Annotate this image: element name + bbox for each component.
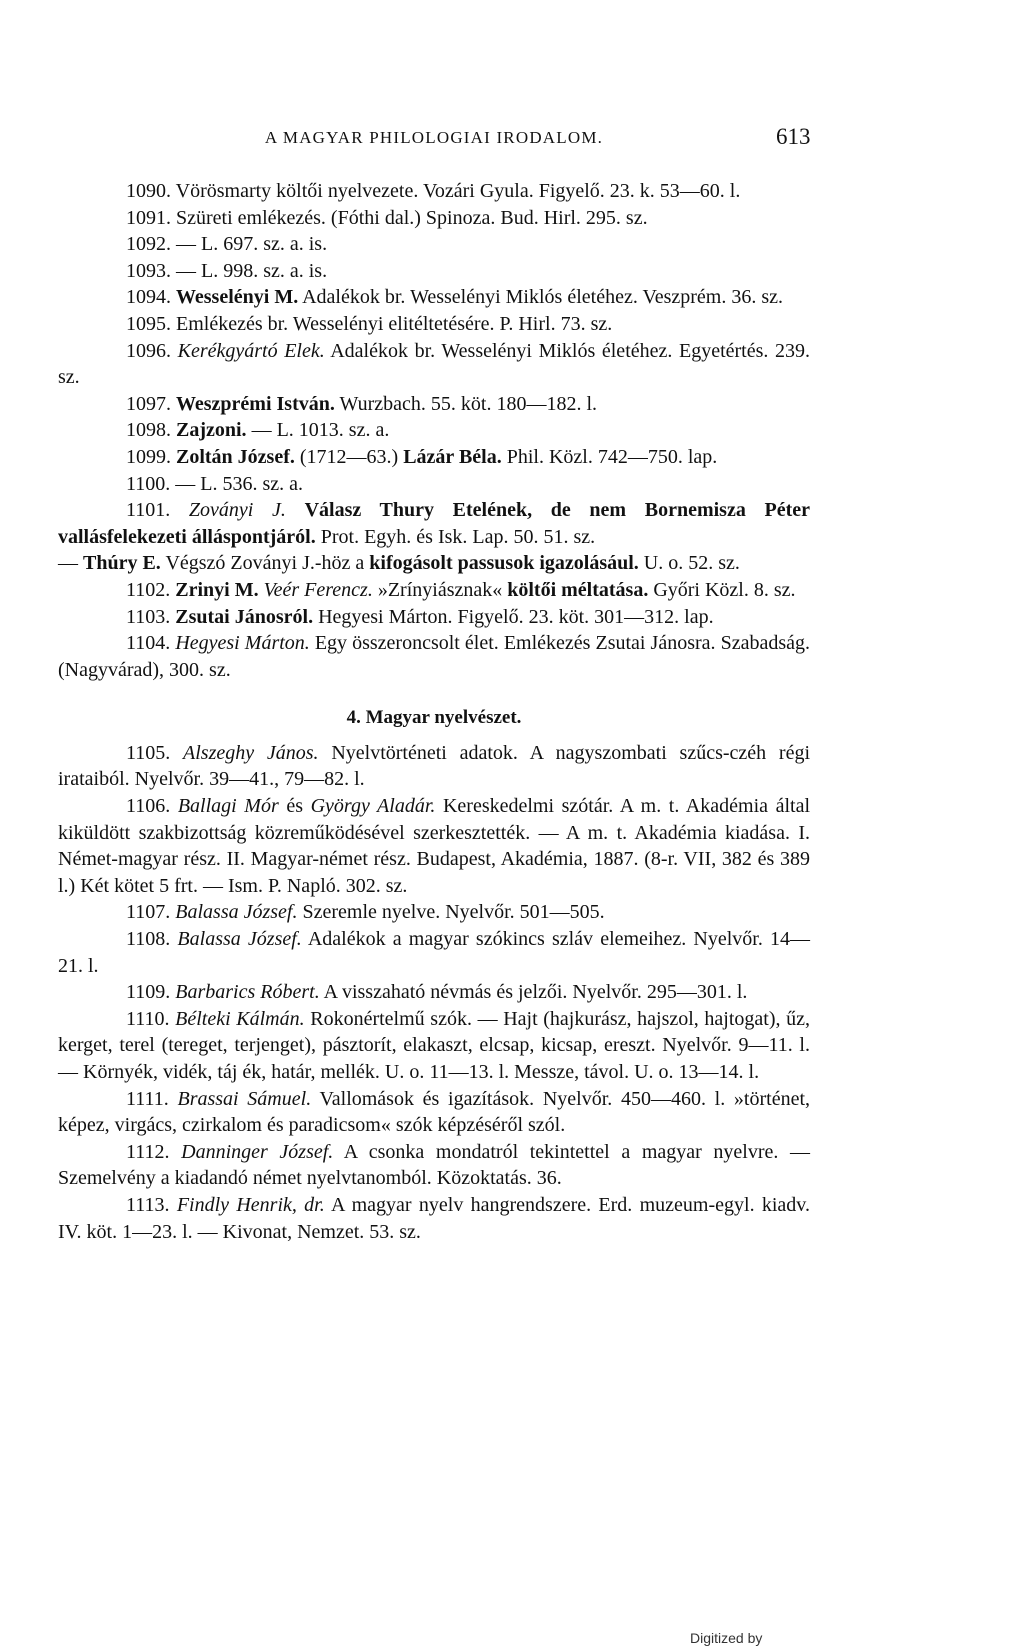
bibliography-entry <box>58 284 810 311</box>
entry-text: és <box>278 795 311 818</box>
entry-text: A csonka mondatról tekintettel a magyar nyelvre. — Szemelvény a kiadandó német nyelvtanomból. Közoktatás. 36. <box>58 1140 810 1190</box>
bibliography-entry <box>58 550 810 577</box>
entry-text: — <box>58 552 83 575</box>
italic-text: Alszeghy János. <box>183 741 319 764</box>
entry-text: 1093. — L. 998. sz. a. is. <box>126 259 328 282</box>
entry-text: Kereskedelmi szótár. A m. t. Akadémia által kiküldött szakbizottság közreműködésével szerkesztették. — A m. t. Akadémia kiadása. I. Német-magyar rész. II. Magyar-német rész. Budapest, Akadémia, 1887. (8-r. VII, 382 és 389 l.) Két kötet 5 frt. — Ism. P. Napló. 302. sz. <box>58 795 811 897</box>
entry-text: 1094. <box>126 286 176 309</box>
bibliography-entry <box>58 899 810 926</box>
digitized-watermark: Digitized by <box>690 1630 763 1646</box>
bold-text: Zajzoni. <box>176 419 247 442</box>
entry-text: Prot. Egyh. és Isk. Lap. 50. 51. sz. <box>315 525 596 548</box>
entry-text: Végszó Zoványi J.-höz a <box>160 552 370 575</box>
bibliography-entry <box>58 926 810 979</box>
italic-text: Balassa József. <box>177 928 302 951</box>
italic-text: Danninger József. <box>181 1140 334 1163</box>
italic-text: Ballagi Mór <box>177 795 279 818</box>
entry-text: 1104. <box>126 632 176 655</box>
entry-text: 1097. <box>126 392 176 415</box>
entry-text: 1101. <box>126 499 189 522</box>
italic-text: Findly Henrik, dr. <box>176 1193 325 1216</box>
bold-text: Lázár Béla. <box>403 445 502 468</box>
entry-text: 1112. <box>126 1140 182 1163</box>
entry-text: 1098. <box>126 419 176 442</box>
bibliography-entry <box>58 497 810 550</box>
bold-text: Válasz Thury Etelének, de nem Bornemisza Péter vallásfelekezeti álláspontjáról. <box>58 499 811 548</box>
entry-text: 1111. <box>126 1087 178 1110</box>
entry-text: 1090. <box>126 180 176 202</box>
bold-text: Wesselényi M. <box>176 286 299 309</box>
bibliography-entry <box>58 1086 810 1139</box>
entry-text: 1092. — L. 697. sz. a. is. <box>126 233 328 256</box>
bibliography-entry <box>58 444 810 471</box>
entry-text: Wurzbach. 55. köt. 180—182. l. <box>334 392 598 415</box>
italic-text: Veér Ferencz. <box>263 578 373 601</box>
entry-text: Szeremle nyelve. Nyelvőr. 501—505. <box>297 901 605 924</box>
italic-text: Zoványi J. <box>188 499 286 522</box>
bibliography-entry <box>58 979 810 1006</box>
bold-text: Weszprémi István. <box>176 392 335 415</box>
entry-text <box>286 499 305 521</box>
entry-text: 1103. <box>126 605 176 628</box>
italic-text: Balassa József. <box>175 901 298 924</box>
bibliography-entry <box>58 740 810 793</box>
bibliography-entry <box>58 577 810 604</box>
entry-text: Vörösmarty költői nyelvezete. Vozári Gyula. Figyelő. 23. k. 53—60. l. <box>175 180 741 202</box>
entry-text: Adalékok br. Wesselényi Miklós életéhez. Egyetértés. 239. sz. <box>58 339 810 389</box>
entry-text: Phil. Közl. 742—750. lap. <box>501 445 718 468</box>
italic-text: Bélteki Kálmán. <box>175 1007 305 1030</box>
entry-text: 1107. <box>126 901 176 924</box>
bibliography-entry <box>58 793 810 899</box>
entry-text: A visszaható névmás és jelzői. Nyelvőr. 295—301. l. <box>319 981 748 1004</box>
entry-text: Adalékok br. Wesselényi Miklós életéhez. Veszprém. 36. sz. <box>298 286 783 309</box>
italic-text: Kerékgyártó Elek. <box>177 339 325 362</box>
entry-text: 1110. <box>126 1007 176 1030</box>
entry-text: (1712—63.) <box>294 445 404 468</box>
bibliography-entry <box>58 1192 810 1245</box>
entry-text: Adalékok a magyar szókincs szláv elemeihez. Nyelvőr. 14—21. l. <box>58 928 810 977</box>
entry-text: U. o. 52. sz. <box>638 552 740 575</box>
entry-text: 1105. <box>126 741 184 764</box>
bibliography-entry <box>58 258 810 285</box>
bibliography-entry <box>58 604 810 631</box>
bibliography-entry <box>58 630 810 683</box>
bibliography-entry <box>58 178 810 205</box>
entry-text: Egy összeroncsolt élet. Emlékezés Zsutai Jánosra. Szabadság. (Nagyvárad), 300. sz. <box>58 632 810 681</box>
entry-text: Vallomások és igazítások. Nyelvőr. 450—460. l. »történet, képez, virgács, czirkalom és paradicsom« szók képzéséről szól. <box>58 1087 810 1137</box>
entry-text: Nyelvtörténeti adatok. A nagyszombati szűcs-czéh régi irataiból. Nyelvőr. 39—41., 79—82. l. <box>58 741 810 791</box>
section-heading <box>58 705 810 732</box>
entry-text: Hegyesi Márton. Figyelő. 23. köt. 301—312. lap. <box>313 605 714 628</box>
entry-text: 1113. <box>126 1193 177 1216</box>
entry-text: Rokonértelmű szók. — Hajt (hajkurász, hajszol, hajtogat), űz, kerget, terel (tereget, terjenget), pásztorít, elakaszt, elcsap, kicsap, ereszt. Nyelvőr. 9—11. l. — Környék, vidék, táj ék, határ, mellék. U. o. 11—13. l. Messze, távol. U. o. 13—14. l. <box>58 1007 811 1083</box>
bold-text: Zrinyi M. <box>175 578 259 601</box>
entry-text: 1100. — L. 536. sz. a. <box>126 472 304 495</box>
entry-text: 1096. <box>126 339 178 362</box>
bibliography-entry <box>58 417 810 444</box>
bold-text: kifogásolt passusok igazolásául. <box>369 552 639 575</box>
bold-text: Zoltán József. <box>176 445 295 468</box>
bibliography-entry <box>58 391 810 418</box>
bibliography-entry <box>58 471 810 498</box>
entry-text: — L. 1013. sz. a. <box>246 419 390 442</box>
italic-text: Brassai Sámuel. <box>177 1087 312 1110</box>
entry-text: Győri Közl. 8. sz. <box>648 578 796 601</box>
entry-text: 1091. Szüreti emlékezés. (Fóthi dal.) Spinoza. Bud. Hirl. 295. sz. <box>126 206 648 229</box>
entry-text: 1095. Emlékezés br. Wesselényi elitéltetésére. P. Hirl. 73. sz. <box>126 312 613 335</box>
entry-text: 1102. <box>126 578 176 601</box>
bibliography-entry <box>58 231 810 258</box>
italic-text: György Aladár. <box>310 795 436 818</box>
bibliography-list <box>58 178 810 1245</box>
bibliography-entry <box>58 205 810 232</box>
entry-text: 1109. <box>126 981 176 1004</box>
entry-text: »Zrínyiásznak« <box>372 578 508 601</box>
bibliography-entry <box>58 311 810 338</box>
entry-text: 1106. <box>126 795 178 818</box>
entry-text: A magyar nyelv hangrendszere. Erd. muzeum-egyl. kiadv. IV. köt. 1—23. l. — Kivonat, Nemzet. 53. sz. <box>58 1193 811 1243</box>
page-number: 613 <box>776 124 811 149</box>
bibliography-entry <box>58 338 810 391</box>
bibliography-entry <box>58 1006 810 1086</box>
running-head: A MAGYAR PHILOLOGIAI IRODALOM. <box>264 128 604 147</box>
entry-text: 4. Magyar nyelvészet. <box>346 707 522 729</box>
bold-text: Thúry E. <box>83 552 161 575</box>
entry-text: 1099. <box>126 445 176 468</box>
italic-text: Barbarics Róbert. <box>175 981 320 1004</box>
bibliography-entry <box>58 1139 810 1192</box>
entry-text: 1108. <box>126 928 178 951</box>
bold-text: költői méltatása. <box>507 578 649 601</box>
bold-text: Zsutai Jánosról. <box>175 605 314 628</box>
italic-text: Hegyesi Márton. <box>175 632 310 655</box>
